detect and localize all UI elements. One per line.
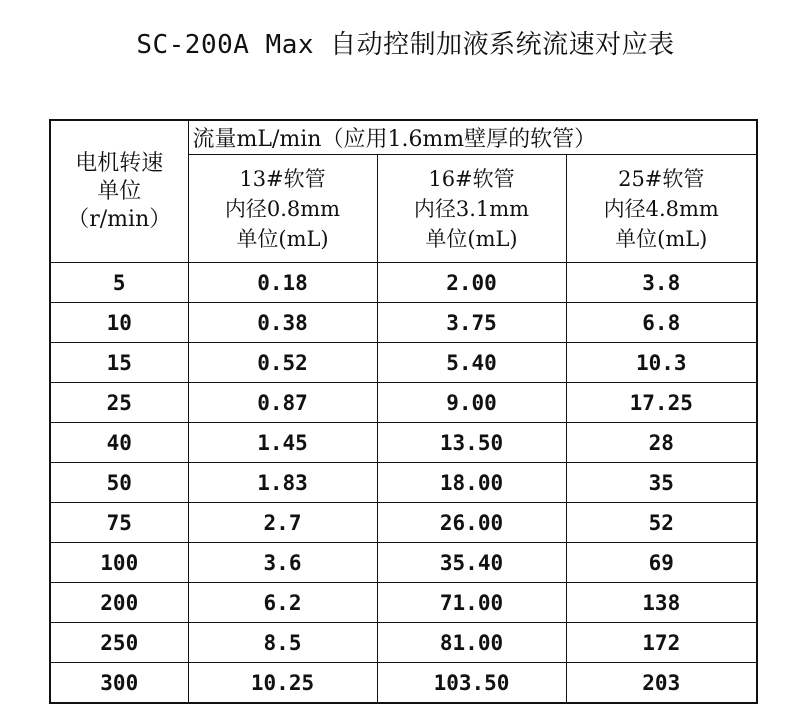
motor-speed-cell: 200 [50, 583, 188, 623]
tube-unit: 单位(mL) [615, 226, 708, 251]
table-row [50, 543, 757, 583]
motor-speed-cell: 250 [50, 623, 188, 663]
tube-inner-diameter: 内径4.8mm [603, 196, 719, 221]
flow-16-cell: 103.50 [377, 663, 566, 704]
motor-speed-header [50, 120, 188, 263]
flow-16-cell: 2.00 [377, 263, 566, 303]
flow-13-cell: 0.18 [188, 263, 377, 303]
flow-13-cell: 1.83 [188, 463, 377, 503]
flow-16-cell: 18.00 [377, 463, 566, 503]
tube-name: 25#软管 [618, 166, 705, 191]
flow-13-cell: 8.5 [188, 623, 377, 663]
page-title: SC-200A Max 自动控制加液系统流速对应表 [136, 30, 675, 60]
flow-16-cell: 26.00 [377, 503, 566, 543]
flow-16-cell: 3.75 [377, 303, 566, 343]
motor-speed-cell: 100 [50, 543, 188, 583]
tube-header-16 [377, 155, 566, 263]
flow-25-cell: 17.25 [566, 383, 757, 423]
flow-13-cell: 0.87 [188, 383, 377, 423]
flow-13-cell: 10.25 [188, 663, 377, 704]
motor-speed-cell: 5 [50, 263, 188, 303]
table-row [50, 583, 757, 623]
tube-header-25 [566, 155, 757, 263]
table-row [50, 503, 757, 543]
flow-13-cell: 2.7 [188, 503, 377, 543]
flow-13-cell: 0.52 [188, 343, 377, 383]
motor-speed-unit: （r/min） [67, 206, 172, 232]
flow-25-cell: 6.8 [566, 303, 757, 343]
flow-25-cell: 203 [566, 663, 757, 704]
table-row [50, 663, 757, 704]
tube-inner-diameter: 内径0.8mm [224, 196, 341, 221]
tube-unit: 单位(mL) [425, 226, 518, 251]
motor-speed-unit-label: 单位 [97, 178, 142, 204]
table-row [50, 623, 757, 663]
flow-16-cell: 35.40 [377, 543, 566, 583]
flow-13-cell: 0.38 [188, 303, 377, 343]
motor-speed-cell: 25 [50, 383, 188, 423]
tube-inner-diameter: 内径3.1mm [413, 196, 530, 221]
flow-25-cell: 52 [566, 503, 757, 543]
flow-rate-header: 流量mL/min（应用1.6mm壁厚的软管） [188, 120, 757, 155]
flow-16-cell: 9.00 [377, 383, 566, 423]
table-row [50, 383, 757, 423]
tube-name: 13#软管 [239, 166, 326, 191]
motor-speed-cell: 40 [50, 423, 188, 463]
motor-speed-cell: 75 [50, 503, 188, 543]
tube-name: 16#软管 [428, 166, 515, 191]
tube-unit: 单位(mL) [236, 226, 329, 251]
flow-16-cell: 13.50 [377, 423, 566, 463]
table-row [50, 303, 757, 343]
motor-speed-cell: 50 [50, 463, 188, 503]
table-row [50, 423, 757, 463]
flow-13-cell: 6.2 [188, 583, 377, 623]
flow-25-cell: 172 [566, 623, 757, 663]
table-row [50, 463, 757, 503]
flow-25-cell: 35 [566, 463, 757, 503]
flow-25-cell: 3.8 [566, 263, 757, 303]
flow-16-cell: 81.00 [377, 623, 566, 663]
flow-13-cell: 3.6 [188, 543, 377, 583]
flow-25-cell: 138 [566, 583, 757, 623]
flow-rate-table [49, 119, 758, 704]
tube-header-13 [188, 155, 377, 263]
flow-25-cell: 28 [566, 423, 757, 463]
flow-25-cell: 10.3 [566, 343, 757, 383]
motor-speed-cell: 300 [50, 663, 188, 704]
flow-16-cell: 71.00 [377, 583, 566, 623]
flow-25-cell: 69 [566, 543, 757, 583]
motor-speed-cell: 10 [50, 303, 188, 343]
table-row [50, 343, 757, 383]
flow-13-cell: 1.45 [188, 423, 377, 463]
flow-16-cell: 5.40 [377, 343, 566, 383]
motor-speed-header-line: 电机转速 [75, 150, 164, 176]
motor-speed-cell: 15 [50, 343, 188, 383]
table-row [50, 263, 757, 303]
